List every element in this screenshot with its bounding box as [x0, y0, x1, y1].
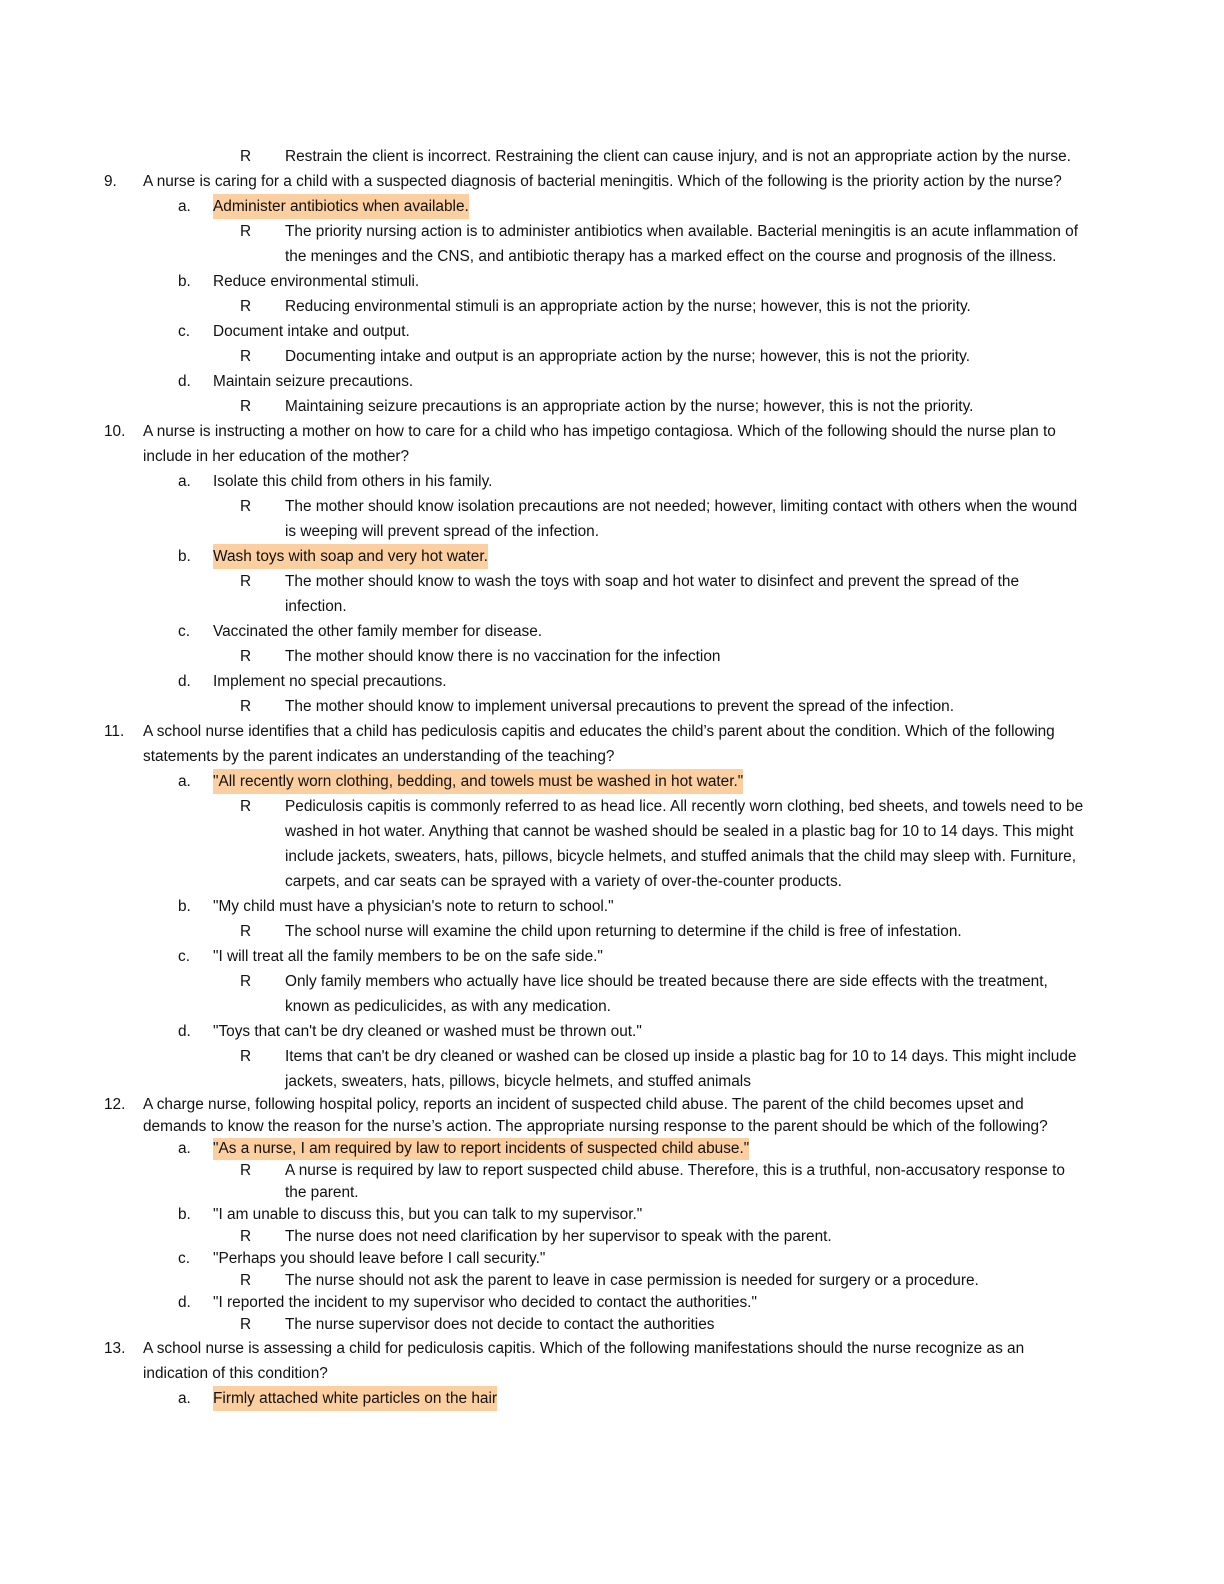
question-stem: A charge nurse, following hospital policy, reports an incident of suspected child abuse. The parent of the child becomes upset and [143, 1096, 1024, 1113]
rationale-line [0, 844, 1224, 869]
rationale-line [0, 594, 1224, 619]
option-letter: d. [178, 1294, 191, 1311]
correct-answer-text: Wash toys with soap and very hot water. [213, 544, 488, 569]
rationale-line [0, 344, 1224, 369]
rationale-text: The mother should know to implement universal precautions to prevent the spread of the infection. [285, 698, 955, 715]
rationale-line [0, 1314, 1224, 1336]
question-line [0, 1361, 1224, 1386]
rationale-marker: R [240, 698, 252, 715]
rationale-marker: R [240, 398, 252, 415]
question-stem: A school nurse is assessing a child for pediculosis capitis. Which of the following manifestations should the nurse recognize as an [143, 1340, 1025, 1357]
rationale-line [0, 244, 1224, 269]
question-number: 10. [104, 423, 126, 440]
rationale-line [0, 1182, 1224, 1204]
rationale-text: is weeping will prevent spread of the infection. [285, 523, 599, 540]
question-line [0, 719, 1224, 744]
answer-option [0, 269, 1224, 294]
rationale-text: washed in hot water. Anything that cannot be washed should be sealed in a plastic bag for 10 to 14 days. This might [285, 823, 1074, 840]
option-text: Maintain seizure precautions. [213, 373, 414, 390]
rationale-marker: R [240, 973, 252, 990]
rationale-marker: R [240, 223, 252, 240]
rationale-text: The mother should know isolation precautions are not needed; however, limiting contact with others when the wound [285, 498, 1078, 515]
rationale-text: The nurse should not ask the parent to leave in case permission is needed for surgery or a procedure. [285, 1272, 979, 1289]
rationale-marker: R [240, 573, 252, 590]
option-text: "Toys that can't be dry cleaned or washed must be thrown out." [213, 1023, 642, 1040]
correct-answer-text: "All recently worn clothing, bedding, and towels must be washed in hot water." [213, 769, 743, 794]
option-letter: c. [178, 623, 190, 640]
answer-option [0, 544, 1224, 569]
answer-option [0, 769, 1224, 794]
rationale-line [0, 969, 1224, 994]
rationale-line [0, 1044, 1224, 1069]
rationale-text: Pediculosis capitis is commonly referred to as head lice. All recently worn clothing, bed sheets, and towels need to be [285, 798, 1084, 815]
question-stem: A school nurse identifies that a child has pediculosis capitis and educates the child’s parent about the condition. Which of the following [143, 723, 1055, 740]
option-text: Vaccinated the other family member for disease. [213, 623, 543, 640]
option-letter: a. [178, 1390, 191, 1407]
rationale-marker: R [240, 1316, 252, 1333]
option-text: "My child must have a physician's note to return to school." [213, 898, 614, 915]
rationale-line [0, 869, 1224, 894]
answer-option [0, 319, 1224, 344]
rationale-marker: R [240, 1048, 252, 1065]
rationale-marker: R [240, 798, 252, 815]
rationale-line [0, 494, 1224, 519]
question-number: 13. [104, 1340, 126, 1357]
rationale-text: A nurse is required by law to report suspected child abuse. Therefore, this is a truthful, non-accusatory response to [285, 1162, 1065, 1179]
rationale-marker: R [240, 648, 252, 665]
option-letter: b. [178, 273, 191, 290]
answer-option [0, 944, 1224, 969]
answer-option [0, 194, 1224, 219]
option-text: Document intake and output. [213, 323, 410, 340]
answer-option [0, 469, 1224, 494]
option-text: "I reported the incident to my supervisor who decided to contact the authorities." [213, 1294, 757, 1311]
option-text: Reduce environmental stimuli. [213, 273, 420, 290]
answer-option [0, 619, 1224, 644]
rationale-line [0, 1270, 1224, 1292]
answer-option [0, 1019, 1224, 1044]
lead-rationale-line [0, 144, 1224, 169]
rationale-text: Maintaining seizure precautions is an appropriate action by the nurse; however, this is not the priority. [285, 398, 974, 415]
rationale-line [0, 569, 1224, 594]
rationale-line [0, 694, 1224, 719]
rationale-line [0, 294, 1224, 319]
rationale-line [0, 994, 1224, 1019]
option-letter: a. [178, 773, 191, 790]
question-stem: A nurse is caring for a child with a suspected diagnosis of bacterial meningitis. Which of the following is the priority action by the nurse? [143, 173, 1062, 190]
option-text: "Perhaps you should leave before I call security." [213, 1250, 546, 1267]
rationale-text: The nurse supervisor does not decide to contact the authorities [285, 1316, 715, 1333]
rationale-text: jackets, sweaters, hats, pillows, bicycle helmets, and stuffed animals [285, 1073, 751, 1090]
question-line [0, 1116, 1224, 1138]
rationale-text: The nurse does not need clarification by her supervisor to speak with the parent. [285, 1228, 832, 1245]
correct-answer-text: Firmly attached white particles on the hair [213, 1386, 497, 1411]
rationale-text: Restrain the client is incorrect. Restraining the client can cause injury, and is not an appropriate action by the nurse. [285, 148, 1071, 165]
option-letter: b. [178, 1206, 191, 1223]
question-stem: demands to know the reason for the nurse’s action. The appropriate nursing response to the parent should be which of the following? [143, 1118, 1048, 1135]
document-page [0, 144, 1224, 1411]
answer-option [0, 1292, 1224, 1314]
option-letter: a. [178, 1140, 191, 1157]
question-stem: indication of this condition? [143, 1365, 328, 1382]
question-line [0, 419, 1224, 444]
answer-option [0, 1204, 1224, 1226]
rationale-marker: R [240, 1272, 252, 1289]
rationale-line [0, 519, 1224, 544]
rationale-marker: R [240, 298, 252, 315]
option-text: "I will treat all the family members to be on the safe side." [213, 948, 603, 965]
correct-answer-text: Administer antibiotics when available. [213, 194, 469, 219]
rationale-line [0, 644, 1224, 669]
option-letter: d. [178, 1023, 191, 1040]
question-stem: statements by the parent indicates an understanding of the teaching? [143, 748, 615, 765]
rationale-text: Items that can't be dry cleaned or washed can be closed up inside a plastic bag for 10 to 14 days. This might include [285, 1048, 1077, 1065]
question-number: 9. [104, 173, 117, 190]
answer-option [0, 669, 1224, 694]
rationale-text: the meninges and the CNS, and antibiotic therapy has a marked effect on the course and prognosis of the illness. [285, 248, 1057, 265]
rationale-text: carpets, and car seats can be sprayed with a variety of over-the-counter products. [285, 873, 842, 890]
rationale-marker: R [240, 1228, 252, 1245]
question-line [0, 744, 1224, 769]
question-number: 12. [104, 1096, 126, 1113]
rationale-line [0, 1226, 1224, 1248]
correct-answer-text: "As a nurse, I am required by law to report incidents of suspected child abuse." [213, 1138, 749, 1160]
question-line [0, 169, 1224, 194]
answer-option [0, 1386, 1224, 1411]
option-letter: a. [178, 198, 191, 215]
rationale-marker: R [240, 498, 252, 515]
answer-option [0, 1138, 1224, 1160]
rationale-marker: R [240, 1162, 252, 1179]
option-text: Isolate this child from others in his family. [213, 473, 493, 490]
option-letter: c. [178, 1250, 190, 1267]
option-letter: d. [178, 373, 191, 390]
rationale-text: include jackets, sweaters, hats, pillows, bicycle helmets, and stuffed animals that the child may sleep with. Furniture, [285, 848, 1076, 865]
rationale-text: The priority nursing action is to administer antibiotics when available. Bacterial meningitis is an acute inflammation of [285, 223, 1079, 240]
rationale-text: Only family members who actually have lice should be treated because there are side effects with the treatment, [285, 973, 1048, 990]
question-line [0, 1336, 1224, 1361]
rationale-line [0, 394, 1224, 419]
option-letter: a. [178, 473, 191, 490]
answer-option [0, 1248, 1224, 1270]
rationale-marker: R [240, 923, 252, 940]
rationale-text: infection. [285, 598, 347, 615]
rationale-text: known as pediculicides, as with any medication. [285, 998, 611, 1015]
option-letter: d. [178, 673, 191, 690]
rationale-marker: R [240, 348, 252, 365]
rationale-text: The school nurse will examine the child upon returning to determine if the child is free of infestation. [285, 923, 962, 940]
rationale-text: Reducing environmental stimuli is an appropriate action by the nurse; however, this is not the priority. [285, 298, 971, 315]
option-letter: b. [178, 898, 191, 915]
rationale-line [0, 819, 1224, 844]
rationale-text: Documenting intake and output is an appropriate action by the nurse; however, this is not the priority. [285, 348, 970, 365]
rationale-marker: R [240, 148, 252, 165]
option-letter: b. [178, 548, 191, 565]
option-text: "I am unable to discuss this, but you can talk to my supervisor." [213, 1206, 643, 1223]
rationale-line [0, 1160, 1224, 1182]
option-letter: c. [178, 323, 190, 340]
question-number: 11. [104, 723, 125, 740]
question-stem: include in her education of the mother? [143, 448, 410, 465]
question-line [0, 1094, 1224, 1116]
rationale-text: the parent. [285, 1184, 359, 1201]
rationale-text: The mother should know there is no vaccination for the infection [285, 648, 721, 665]
answer-option [0, 369, 1224, 394]
rationale-line [0, 1069, 1224, 1094]
answer-option [0, 894, 1224, 919]
option-text: Implement no special precautions. [213, 673, 447, 690]
option-letter: c. [178, 948, 190, 965]
rationale-line [0, 219, 1224, 244]
question-line [0, 444, 1224, 469]
rationale-line [0, 794, 1224, 819]
question-stem: A nurse is instructing a mother on how to care for a child who has impetigo contagiosa. Which of the following should the nurse plan to [143, 423, 1056, 440]
rationale-line [0, 919, 1224, 944]
rationale-text: The mother should know to wash the toys with soap and hot water to disinfect and prevent the spread of the [285, 573, 1020, 590]
